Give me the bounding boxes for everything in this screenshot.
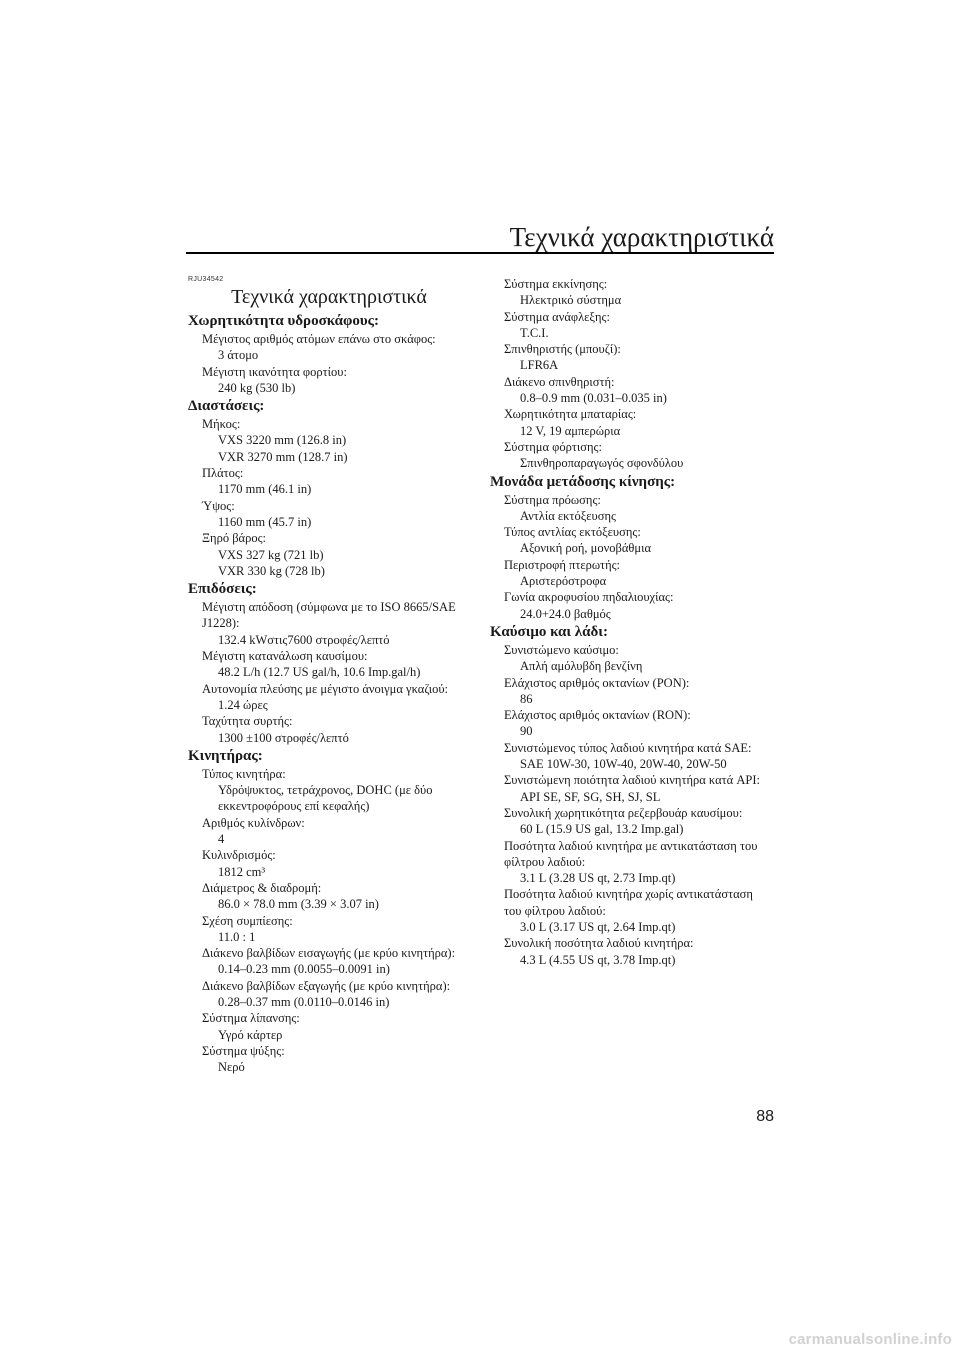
spec-label: Ελάχιστος αριθμός οκτανίων (PON): <box>504 675 690 690</box>
spec-label: Διάκενο βαλβίδων εξαγωγής (με κρύο κινητήρα): <box>202 978 451 993</box>
spec-value: 4 <box>218 832 225 847</box>
spec-value: VXS 3220 mm (126.8 in) <box>218 433 347 448</box>
spec-value: 0.28–0.37 mm (0.0110–0.0146 in) <box>218 994 390 1009</box>
spec-label: Σύστημα λίπανσης: <box>202 1011 300 1026</box>
spec-label: Ποσότητα λαδιού κινητήρα με αντικατάσταση του <box>504 838 758 853</box>
spec-label: του φίλτρου λαδιού: <box>504 903 606 918</box>
spec-value: 3 άτομο <box>218 348 259 363</box>
spec-label: Τύπος κινητήρα: <box>202 766 286 781</box>
spec-label: Μήκος: <box>202 417 241 432</box>
spec-value: Υγρό κάρτερ <box>218 1027 283 1042</box>
spec-value: 1160 mm (45.7 in) <box>218 514 312 529</box>
spec-label: Ύψος: <box>202 498 235 513</box>
spec-label: Τύπος αντλίας εκτόξευσης: <box>504 525 641 540</box>
spec-value: 3.1 L (3.28 US qt, 2.73 Imp.qt) <box>520 871 676 886</box>
spec-value: VXS 327 kg (721 lb) <box>218 547 324 562</box>
spec-label: Σύστημα ανάφλεξης: <box>504 309 610 324</box>
spec-value: VXR 330 kg (728 lb) <box>218 563 325 578</box>
spec-value: 12 V, 19 αμπερώρια <box>520 423 621 438</box>
spec-label: Ξηρό βάρος: <box>202 531 267 546</box>
left-column <box>188 276 470 1075</box>
spec-label: Ποσότητα λαδιού κινητήρα χωρίς αντικατάσταση <box>504 887 753 902</box>
spec-value: 1300 ±100 στροφές/λεπτό <box>218 730 349 745</box>
spec-label: Συνιστώμενος τύπος λαδιού κινητήρα κατά SAE: <box>504 740 752 755</box>
spec-value: 90 <box>520 724 533 739</box>
spec-label: Μέγιστη κατανάλωση καυσίμου: <box>202 649 368 664</box>
spec-value: 3.0 L (3.17 US qt, 2.64 Imp.qt) <box>520 919 676 934</box>
spec-value: Αντλία εκτόξευσης <box>520 508 616 523</box>
spec-value: 0.14–0.23 mm (0.0055–0.0091 in) <box>218 962 390 977</box>
spec-value: 1812 cm³ <box>218 864 266 879</box>
spec-value: T.C.I. <box>520 325 549 340</box>
spec-heading: Μονάδα μετάδοσης κίνησης: <box>490 473 676 490</box>
spec-value: 86 <box>520 691 533 706</box>
spec-label: φίλτρου λαδιού: <box>504 854 586 869</box>
page-header-title: Τεχνικά χαρακτηριστικά <box>509 222 774 252</box>
spec-label: Αυτονομία πλεύσης με μέγιστο άνοιγμα γκαζιού: <box>202 681 449 696</box>
spec-label: J1228): <box>202 616 240 631</box>
spec-value: 132.4 kWστις7600 στροφές/λεπτό <box>218 632 390 647</box>
spec-value: 48.2 L/h (12.7 US gal/h, 10.6 Imp.gal/h) <box>218 665 421 680</box>
spec-label: Σύστημα εκκίνησης: <box>504 277 608 291</box>
spec-label: Διάκενο βαλβίδων εισαγωγής (με κρύο κινητήρα): <box>202 946 456 961</box>
spec-label: Πλάτος: <box>202 466 244 481</box>
page-number: 88 <box>756 1108 774 1125</box>
spec-value: Αριστερόστροφα <box>520 574 607 589</box>
spec-value: Απλή αμόλυβδη βενζίνη <box>520 659 643 674</box>
spec-label: Συνολική χωρητικότητα ρεζερβουάρ καυσίμου: <box>504 805 743 820</box>
spec-label: Χωρητικότητα μπαταρίας: <box>504 407 637 422</box>
spec-label: Σύστημα πρόωσης: <box>504 492 601 507</box>
spec-value: 240 kg (530 lb) <box>218 380 296 395</box>
spec-value: 11.0 : 1 <box>218 929 256 944</box>
spec-label: Σύστημα ψύξης: <box>202 1043 285 1058</box>
spec-label: Ταχύτητα συρτής: <box>202 714 293 729</box>
spec-value: Υδρόψυκτος, τετράχρονος, DOHC (με δύο <box>218 783 433 798</box>
section-code: RJU34542 <box>188 276 224 283</box>
spec-value: Ηλεκτρικό σύστημα <box>520 293 622 308</box>
header-divider <box>186 252 774 254</box>
spec-heading: Κινητήρας: <box>188 747 263 764</box>
spec-label: Μέγιστος αριθμός ατόμων επάνω στο σκάφος: <box>202 332 436 346</box>
spec-label: Μέγιστη απόδοση (σύμφωνα με το ISO 8665/SAE <box>202 600 456 615</box>
spec-value: Νερό <box>218 1060 245 1075</box>
spec-value: LFR6A <box>520 358 559 373</box>
watermark: carmanualsonline.info <box>788 1331 952 1348</box>
spec-value: 4.3 L (4.55 US qt, 3.78 Imp.qt) <box>520 952 676 967</box>
spec-label: Συνιστώμενη ποιότητα λαδιού κινητήρα κατά API: <box>504 773 760 788</box>
spec-label: Ελάχιστος αριθμός οκτανίων (RON): <box>504 708 691 723</box>
spec-value: Αξονική ροή, μονοβάθμια <box>520 541 651 556</box>
spec-label: Μέγιστη ικανότητα φορτίου: <box>202 364 347 379</box>
spec-value: Σπινθηροπαραγωγός σφονδύλου <box>520 456 684 471</box>
spec-label: Αριθμός κυλίνδρων: <box>202 815 305 830</box>
spec-heading: Χωρητικότητα υδροσκάφους: <box>188 313 379 329</box>
spec-label: Σύστημα φόρτισης: <box>504 439 602 454</box>
spec-label: Γωνία ακροφυσίου πηδαλιουχίας: <box>504 590 674 605</box>
spec-value: 60 L (15.9 US gal, 13.2 Imp.gal) <box>520 822 684 837</box>
spec-label: Σπινθηριστής (μπουζί): <box>504 342 621 357</box>
spec-heading: Διαστάσεις: <box>188 398 265 415</box>
spec-label: Διάμετρος & διαδρομή: <box>202 880 322 895</box>
spec-label: Κυλινδρισμός: <box>202 848 276 863</box>
spec-value: 86.0 × 78.0 mm (3.39 × 3.07 in) <box>218 897 379 912</box>
right-column <box>490 276 780 968</box>
spec-label: Συνολική ποσότητα λαδιού κινητήρα: <box>504 936 694 951</box>
spec-value: SAE 10W-30, 10W-40, 20W-40, 20W-50 <box>520 757 727 772</box>
spec-label: Περιστροφή πτερωτής: <box>504 557 621 572</box>
spec-value: 1170 mm (46.1 in) <box>218 482 312 497</box>
spec-label: Συνιστώμενο καύσιμο: <box>504 642 619 657</box>
spec-label: Σχέση συμπίεσης: <box>202 913 293 928</box>
spec-value: εκκεντροφόρους επί κεφαλής) <box>218 799 370 814</box>
spec-value: 1.24 ώρες <box>218 697 268 712</box>
spec-heading: Επιδόσεις: <box>188 581 257 598</box>
spec-value: API SE, SF, SG, SH, SJ, SL <box>520 789 661 804</box>
section-title: Τεχνικά χαρακτηριστικά <box>231 286 427 308</box>
spec-value: 0.8–0.9 mm (0.031–0.035 in) <box>520 391 667 406</box>
spec-label: Διάκενο σπινθηριστή: <box>504 374 615 389</box>
spec-value: 24.0+24.0 βαθμός <box>520 606 611 621</box>
spec-value: VXR 3270 mm (128.7 in) <box>218 449 348 464</box>
spec-heading: Καύσιμο και λάδι: <box>490 623 608 640</box>
